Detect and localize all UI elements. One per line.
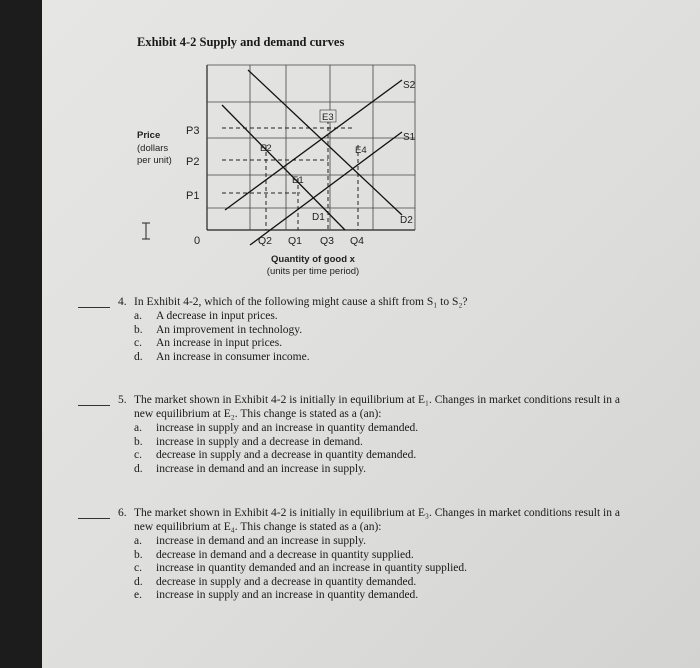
price-level-p2: P2 [186,156,200,168]
equilibrium-e4: E4 [355,145,367,156]
question-number: 4. [118,296,127,308]
quantity-level-q4: Q4 [350,235,365,247]
answer-blank[interactable] [78,518,110,519]
question-stem: The market shown in Exhibit 4-2 is initially in equilibrium at E₃. Changes in market conditions result in a new equilibrium at E₄. This change is stated as a (an): [134,507,620,533]
equilibrium-e3: E3 [322,112,334,123]
question-number: 6. [118,507,127,519]
question-number: 5. [118,394,127,406]
curve-label-s2: S2 [403,80,416,91]
exhibit-title: Exhibit 4-2 Supply and demand curves [137,35,345,49]
answer-blank[interactable] [78,307,110,308]
text-cursor-icon [142,223,150,239]
answer-blank[interactable] [78,405,110,406]
quantity-level-q3: Q3 [320,235,335,247]
curve-label-s1: S1 [403,132,416,143]
question-6: 6. The market shown in Exhibit 4-2 is initially in equilibrium at E₃. Changes in market conditions result in a new equilibrium at E₄. This change is stated as a (an): a. increase in demand and an increase in supply. b. decrease in demand and a decrease in quantity supplied. c. increase in quantity demanded and an increase in quantity supplied. d. decrease in supply and a decrease in quantity demanded. e. increase in supply and an increase in quantity demanded. [78,507,678,617]
supply-curve-s1 [250,132,402,245]
question-stem: In Exhibit 4-2, which of the following might cause a shift from S₁ to S₂? [134,296,468,308]
supply-demand-chart [130,60,430,280]
xlabel-line-2: (units per time period) [266,266,360,277]
question-4: 4. In Exhibit 4-2, which of the following might cause a shift from S₁ to S₂? a. A decrease in input prices. b. An improvement in technology. c. An increase in input prices. d. An increase in consumer income. [78,296,678,376]
desk-edge [0,0,42,668]
ylabel-line-3: per unit) [137,155,172,166]
equilibrium-e1: E1 [292,175,304,186]
question-stem: The market shown in Exhibit 4-2 is initially in equilibrium at E₁. Changes in market conditions result in a new equilibrium at E₂. This change is stated as a (an): [134,394,620,420]
demand-curve-d1 [222,105,345,230]
price-level-p1: P1 [186,190,200,202]
quantity-level-q2: Q2 [258,235,273,247]
origin-label: 0 [194,235,201,247]
curve-label-d1: D1 [312,212,325,223]
ylabel-line-1: Price [137,130,161,141]
price-level-p3: P3 [186,125,200,137]
quantity-level-q1: Q1 [288,235,303,247]
equilibrium-e2: E2 [260,143,272,154]
curve-label-d2: D2 [400,215,413,226]
question-5: 5. The market shown in Exhibit 4-2 is initially in equilibrium at E₁. Changes in market conditions result in a new equilibrium at E₂. This change is stated as a (an): a. increase in supply and an increase in quantity demanded. b. increase in supply and a decrease in demand. c. decrease in supply and a decrease in quantity demanded. d. increase in demand and an increase in supply. [78,394,678,489]
ylabel-line-2: (dollars [137,143,169,154]
xlabel-line-1: Quantity of good x [271,254,355,265]
